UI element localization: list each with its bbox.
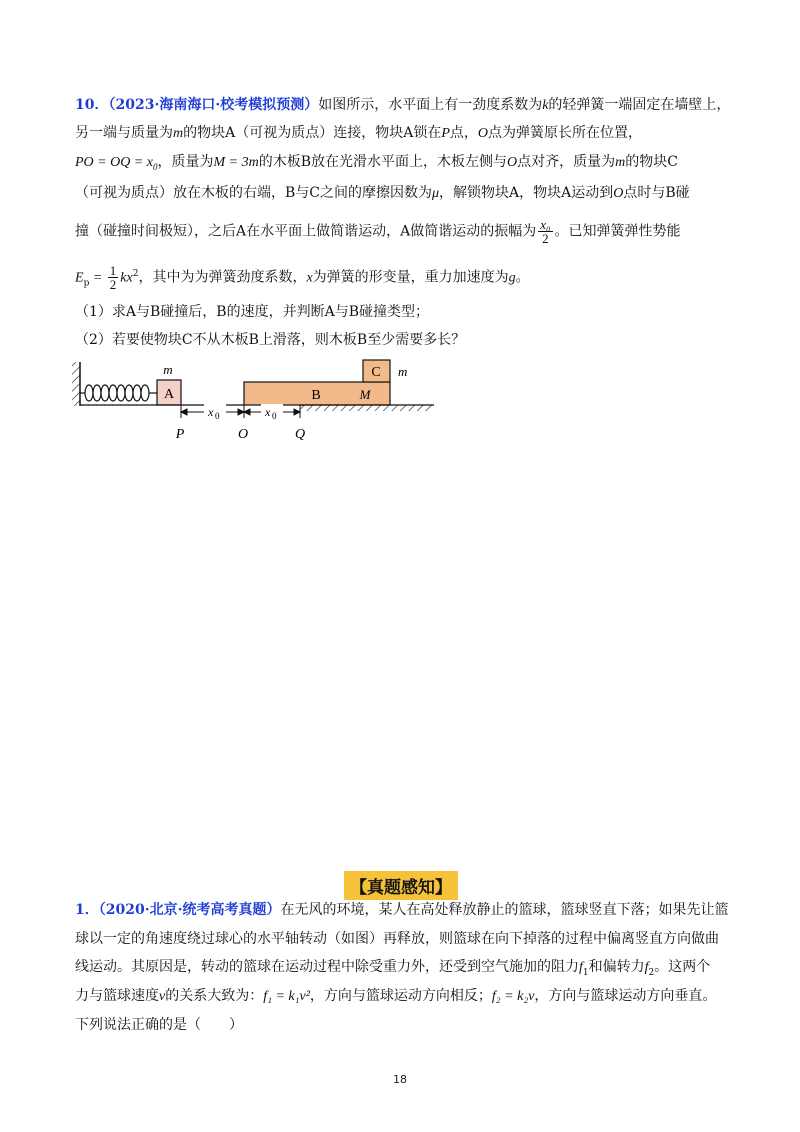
block-a-label: A <box>163 387 175 402</box>
symbol-m: m <box>173 126 184 141</box>
symbol-mu: μ <box>432 186 440 201</box>
fraction-numerator: 1 <box>109 263 117 279</box>
q1-line-1 <box>75 900 728 920</box>
q1-text: 在无风的环境，某人在高处释放静止的篮球，篮球竖直下落；如果先让篮 <box>280 902 729 918</box>
block-a-mass-label: m <box>163 362 173 377</box>
wall-hatch <box>72 362 80 406</box>
q10-text: ，质量为 <box>157 154 214 170</box>
q1-text: 和偏转力 <box>588 959 645 975</box>
symbol-O: O <box>477 126 489 141</box>
equals: = <box>89 270 106 286</box>
symbol-f1: f <box>579 960 583 975</box>
x0-left-sub: 0 <box>215 411 220 421</box>
q10-text: 点时与B碰 <box>623 185 690 201</box>
q10-text: 点， <box>449 125 478 141</box>
q10-number: 10． <box>75 97 109 113</box>
superscript: 2 <box>132 269 139 279</box>
q1-line-2: 球以一定的角速度绕过球心的水平轴转动（如图）再释放，则篮球在向下掉落的过程中偏离竖直方向做曲 <box>75 931 719 947</box>
q10-text: 为弹簧的形变量，重力加速度为 <box>312 269 509 286</box>
point-o-label: O <box>237 427 249 442</box>
q1-text: ，方向与篮球运动方向垂直。 <box>534 988 717 1004</box>
fraction-denominator: 2 <box>109 277 117 293</box>
q10-text: 如图所示，水平面上有一劲度系数为 <box>318 97 543 113</box>
q1-line-3 <box>75 957 710 983</box>
symbol-kx: kx <box>120 270 133 286</box>
q10-text: ，其中为为弹簧劲度系数， <box>138 269 307 286</box>
spring-block-figure <box>60 352 500 452</box>
x0-right-sub: 0 <box>272 411 277 421</box>
x0-right-label: x <box>265 405 271 419</box>
q1-text: 力与篮球速度 <box>75 988 159 1004</box>
q10-line-4 <box>75 183 690 204</box>
symbol-v: v <box>159 989 166 1004</box>
board-b-mass-label: M <box>359 387 371 402</box>
symbol-g: g <box>508 270 516 286</box>
symbol-O: O <box>613 186 624 201</box>
subscript: 0 <box>153 161 158 172</box>
block-c-label: C <box>371 365 381 380</box>
q10-text: 另一端与质量为 <box>75 125 173 141</box>
equation-f2: f₂ = k₂v <box>491 989 535 1004</box>
symbol-k: k <box>542 98 549 113</box>
q10-part-1: （1）求A与B碰撞后，B的速度，并判断A与B碰撞类型； <box>75 304 429 320</box>
board-b-label: B <box>311 388 321 403</box>
q10-line-6 <box>75 264 530 293</box>
fraction-denominator: 2 <box>542 231 549 246</box>
q1-line-4 <box>75 986 716 1007</box>
q10-text: 。 <box>515 269 530 286</box>
q10-line-2 <box>75 123 642 144</box>
q1-text: 。这两个 <box>654 959 711 975</box>
point-p-label: P <box>175 427 185 442</box>
equation-f1: f₁ = k₁v² <box>263 989 310 1004</box>
block-c-mass-label: m <box>398 364 408 379</box>
subscript: 1 <box>582 967 589 978</box>
q1-number: 1． <box>75 902 99 918</box>
fraction-numerator: x₀ <box>540 217 551 232</box>
symbol-E: E <box>75 270 84 286</box>
x0-left-label: x <box>208 405 214 419</box>
q1-text: 线运动。其原因是，转动的篮球在运动过程中除受重力外，还受到空气施加的阻力 <box>75 959 579 975</box>
q10-text: 点为弹簧原长所在位置， <box>488 125 643 141</box>
q10-text: 的轻弹簧一端固定在墙壁上， <box>548 97 731 113</box>
amplitude-fraction <box>538 218 552 245</box>
symbol-f2: f <box>644 960 649 975</box>
spring <box>80 385 157 401</box>
q1-line-5: 下列说法正确的是（ ） <box>75 1017 243 1033</box>
q10-text: 撞（碰撞时间极短），之后A在水平面上做简谐运动，A做简谐运动的振幅为 <box>75 223 537 240</box>
q1-text: 的关系大致为： <box>165 988 264 1004</box>
section-banner: 【真题感知】 <box>344 871 458 900</box>
symbol-m: m <box>615 155 626 170</box>
symbol-P: P <box>441 126 450 141</box>
equation-mass: M = 3m <box>213 155 259 170</box>
q10-text: 的物块C <box>625 154 678 170</box>
q10-text: （可视为质点）放在木板的右端，B与C之间的摩擦因数为 <box>75 185 432 201</box>
q10-text: 点对齐，质量为 <box>517 154 616 170</box>
q10-text: 的物块A（可视为质点）连接，物块A锁在 <box>183 125 442 141</box>
q10-text: 。已知弹簧弹性势能 <box>554 223 681 240</box>
q10-line-1 <box>75 95 730 116</box>
floor-right-hatch <box>300 405 434 411</box>
point-q-label: Q <box>294 427 306 442</box>
q1-source: （2020·北京·统考高考真题） <box>98 902 281 918</box>
q1-text: ，方向与篮球运动方向相反； <box>309 988 492 1004</box>
q10-text: ，解锁物块A，物块A运动到 <box>439 185 614 201</box>
page-number: 18 <box>393 1073 407 1086</box>
q10-line-5 <box>75 218 681 245</box>
q10-part-2: （2）若要使物块C不从木板B上滑落，则木板B至少需要多长？ <box>75 332 466 348</box>
symbol-x: x <box>306 270 313 286</box>
subscript: 2 <box>648 967 655 978</box>
q10-source: （2023·海南海口·校考模拟预测） <box>108 97 319 113</box>
symbol-O: O <box>507 155 518 170</box>
q10-line-3 <box>75 152 678 177</box>
half-fraction <box>108 264 119 291</box>
equation-po-oq: PO = OQ = x <box>75 155 153 170</box>
subscript: p <box>83 278 90 289</box>
q10-text: 的木板B放在光滑水平面上，木板左侧与 <box>258 154 508 170</box>
